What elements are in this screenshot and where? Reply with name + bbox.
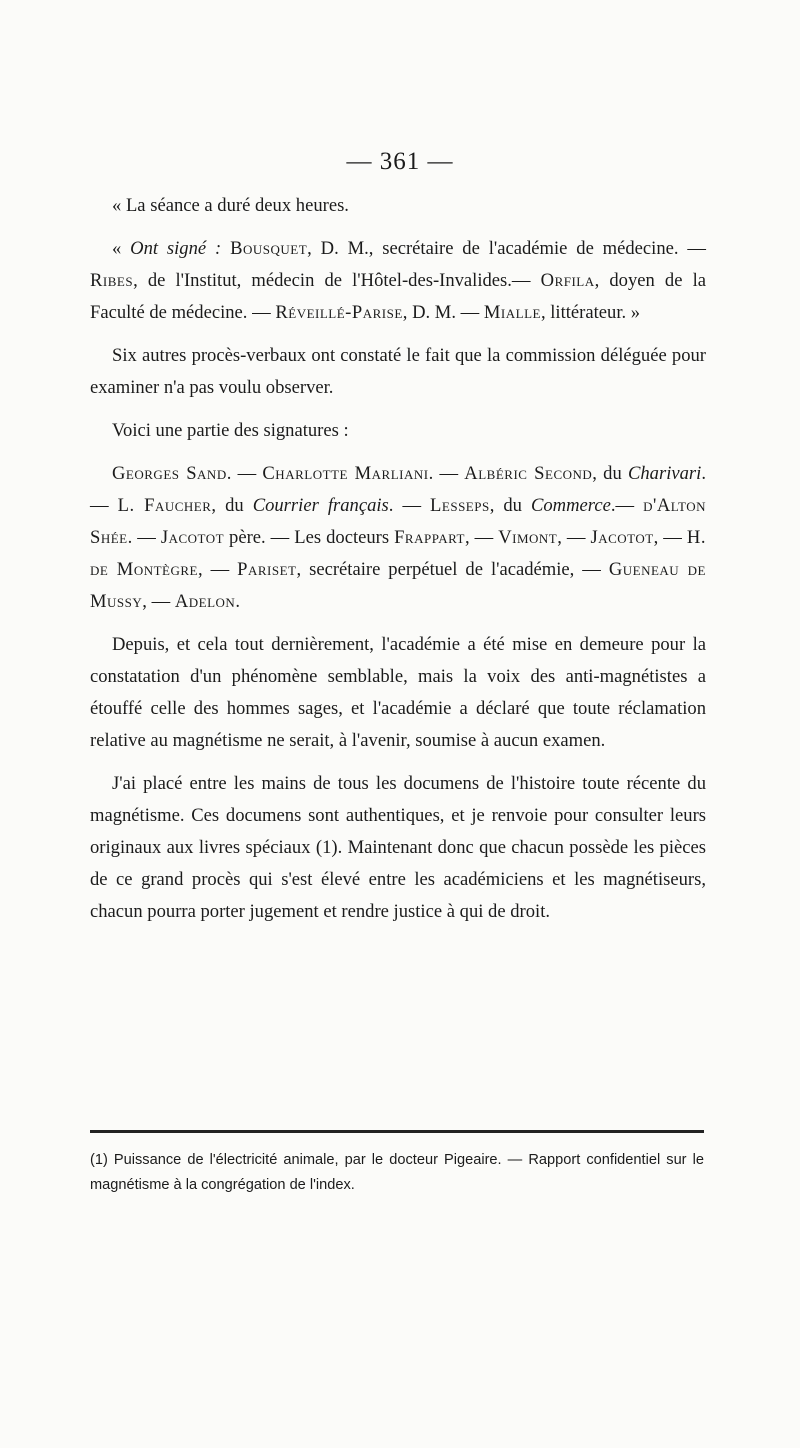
paragraph-session-duration: « La séance a duré deux heures. xyxy=(112,195,349,216)
signature-name: Gueneau de Mussy xyxy=(90,559,706,612)
paragraph-signatories xyxy=(90,233,706,329)
separator: . — xyxy=(388,495,431,516)
signature-name: L. Faucher xyxy=(117,495,212,516)
signatory-desc: , D. M., secrétaire de l'académie de médecine. — xyxy=(307,238,706,259)
separator: , — xyxy=(197,559,238,580)
footnote: (1) Puissance de l'électricité animale, par le docteur Pigeaire. — Rapport confidentiel sur le magnétisme à la congrégation de l'index. xyxy=(90,1152,704,1193)
separator: , — xyxy=(142,591,175,612)
separator: , — xyxy=(557,527,591,548)
signature-name: Jacotot xyxy=(160,527,225,548)
signatory-name: Réveillé-Parise xyxy=(275,302,403,323)
signature-name: Adelon xyxy=(174,591,236,612)
paragraph-recent-events: Depuis, et cela tout dernièrement, l'académie a été mise en demeure pour la constatation d'un phénomène semblable, mais la voix des anti-magnétistes a étouffé celle des hommes sages, et l'académie a déclaré que toute réclamation relative au magnétisme ne serait, à l'avenir, soumise à aucun examen. xyxy=(90,634,706,751)
separator: , — xyxy=(464,527,499,548)
separator: . — xyxy=(226,463,263,484)
signature-name: Vimont xyxy=(498,527,558,548)
separator: , du xyxy=(211,495,253,516)
signed-label: Ont signé : xyxy=(130,238,222,259)
footnote-rule xyxy=(90,1130,704,1133)
separator: , du xyxy=(592,463,628,484)
signature-name: Georges Sand xyxy=(112,463,227,484)
paragraph-signature-list xyxy=(90,458,706,618)
separator: . — xyxy=(428,463,465,484)
signature-name: Pariset xyxy=(237,559,297,580)
publication-title: Charivari xyxy=(627,463,702,484)
publication-title: Courrier français xyxy=(252,495,389,516)
signatory-name: Orfila xyxy=(540,270,595,291)
signature-name: Frappart xyxy=(394,527,465,548)
separator: . — xyxy=(90,463,706,516)
paragraph-conclusion: J'ai placé entre les mains de tous les documens de l'histoire toute récente du magnétisme. Ces documens sont authentiques, et je renvoie pour consulter leurs originaux aux livres spéciaux (1). Maintenant donc que chacun possède les pièces de ce grand procès qui s'est élevé entre les académiciens et les magnétiseurs, chacun pourra porter jugement et rendre justice à qui de droit. xyxy=(90,773,706,922)
separator: , du xyxy=(489,495,531,516)
separator: , secrétaire perpétuel de l'académie, — xyxy=(296,559,609,580)
paragraph-other-reports: Six autres procès-verbaux ont constaté le fait que la commission déléguée pour examiner n'a pas voulu observer. xyxy=(90,345,706,398)
publication-title: Commerce xyxy=(530,495,611,516)
paragraph-signatures-intro: Voici une partie des signatures : xyxy=(112,420,349,441)
separator: .— xyxy=(610,495,644,516)
separator: , — xyxy=(653,527,687,548)
separator: . xyxy=(235,591,240,612)
signatory-desc: , littérateur. » xyxy=(540,302,641,323)
separator: père. — Les docteurs xyxy=(224,527,395,548)
signature-name: H. de Montègre xyxy=(90,527,706,580)
signatory-name: Bousquet xyxy=(230,238,308,259)
signatory-name: Mialle xyxy=(483,302,541,323)
page-number: — 361 — xyxy=(346,148,454,175)
signature-name: Albéric Second xyxy=(464,463,593,484)
signature-name: Charlotte Marliani xyxy=(262,463,429,484)
signature-name: Jacotot xyxy=(590,527,654,548)
signatory-name: Ribes xyxy=(90,270,134,291)
signatory-desc: , D. M. — xyxy=(402,302,484,323)
signatory-desc: , doyen de la Faculté de médecine. — xyxy=(90,270,706,323)
body-text xyxy=(90,190,706,939)
separator: . — xyxy=(127,527,161,548)
signatory-desc: , de l'Institut, médecin de l'Hôtel-des-Invalides.— xyxy=(133,270,541,291)
quote-mark: « xyxy=(112,238,131,259)
signature-name: d'Alton Shée xyxy=(90,495,707,548)
signature-name: Lesseps xyxy=(430,495,490,516)
